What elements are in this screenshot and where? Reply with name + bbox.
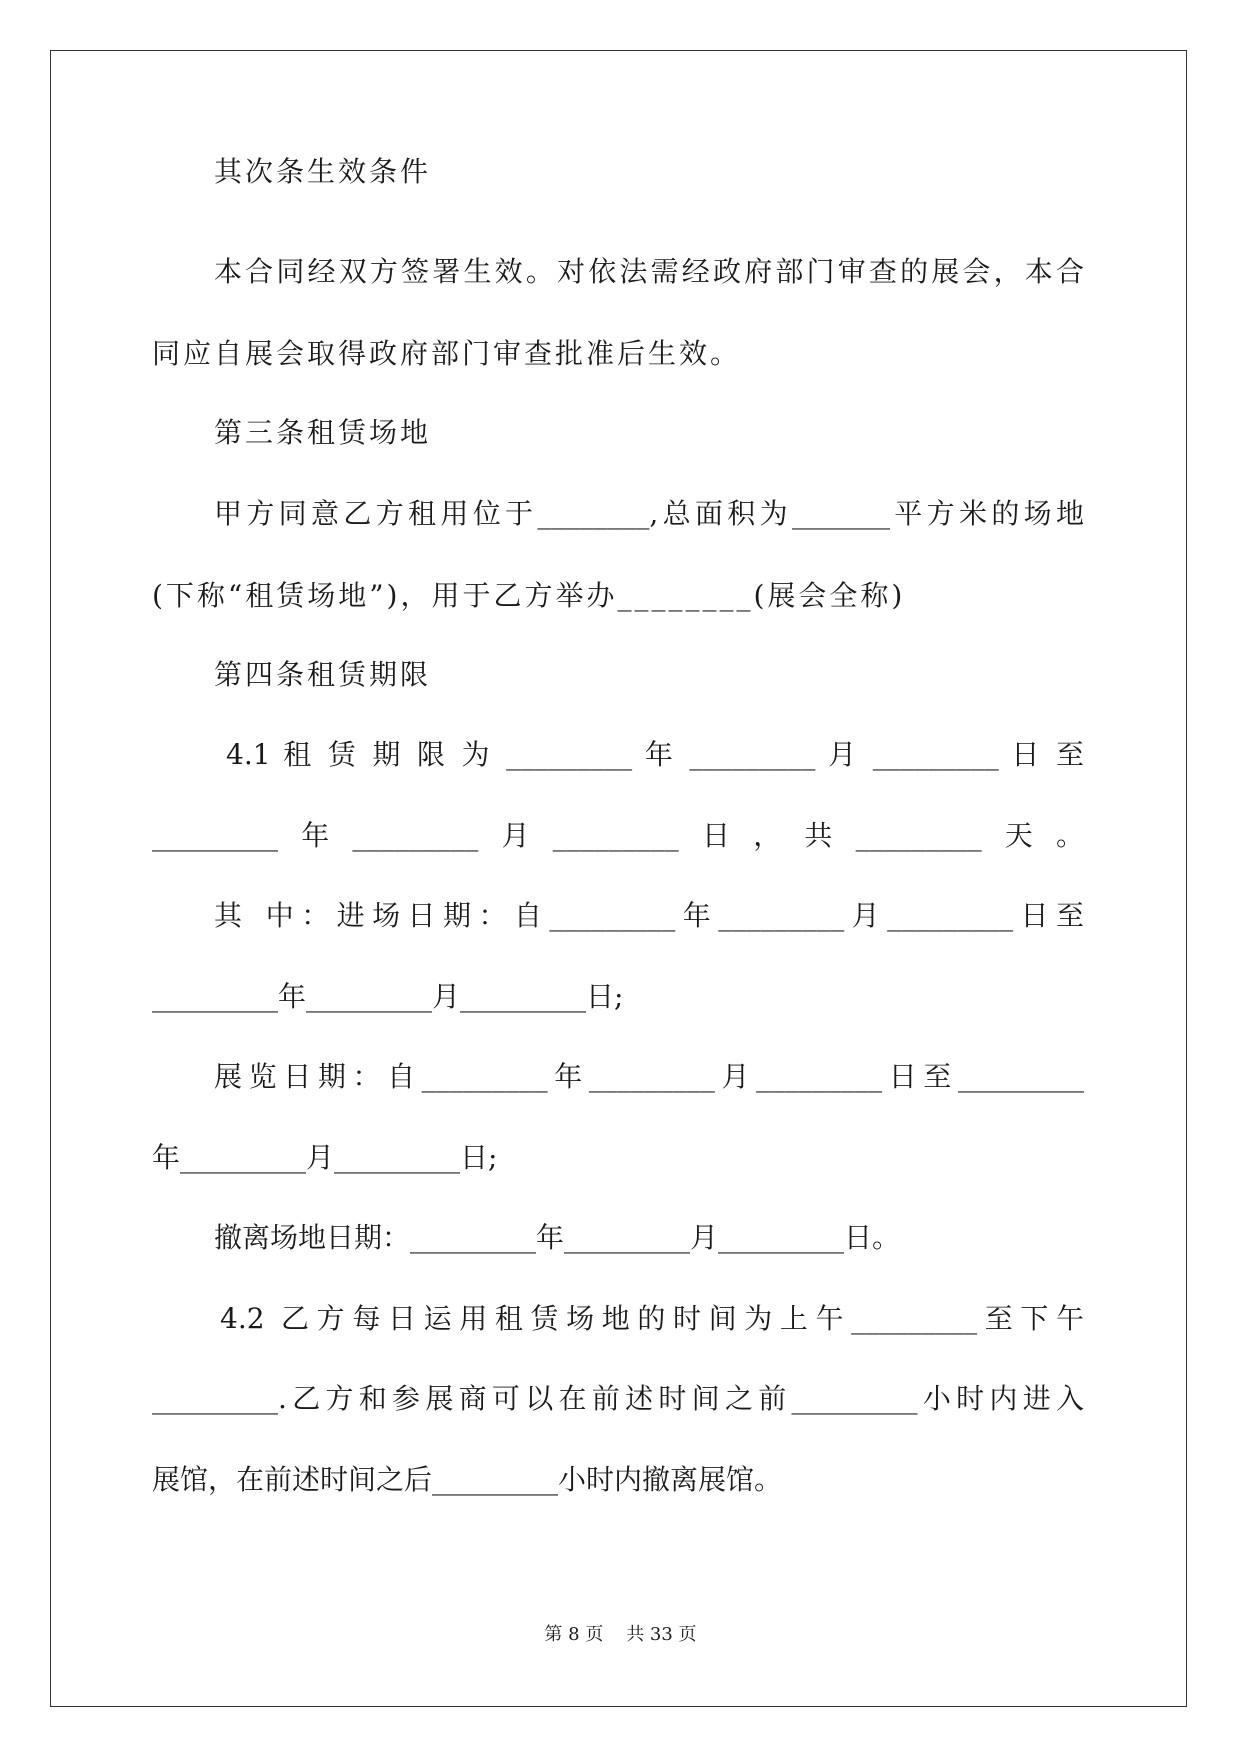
- section-heading: 其次条生效条件: [214, 155, 432, 188]
- paragraph-line: _________.乙方和参展商可以在前述时间之前_________小时内进入: [152, 1382, 1084, 1415]
- paragraph-line: (下称“租赁场地”)，用于乙方举办________(展会全称): [152, 579, 906, 612]
- section-heading: 第四条租赁期限: [214, 658, 432, 691]
- page-border: [50, 50, 1187, 1707]
- paragraph-line: 撤离场地日期：_________年_________月_________日。: [214, 1221, 901, 1254]
- paragraph-line: 展馆，在前述时间之后_________小时内撤离展馆。: [152, 1463, 783, 1496]
- section-heading: 第三条租赁场地: [214, 416, 432, 449]
- paragraph-line: 甲方同意乙方租用位于________,总面积为_______平方米的场地: [214, 497, 1084, 530]
- paragraph-line: 4.1 租 赁 期 限 为 _________ 年 _________ 月 _________ 日 至: [226, 738, 1084, 771]
- paragraph-line: _________年_________月_________日;: [152, 980, 624, 1013]
- paragraph-line: 同应自展会取得政府部门审查批准后生效。: [152, 337, 742, 370]
- paragraph-line: _________年_________月_________日，共_________天。: [152, 819, 1084, 852]
- paragraph-line: 4.2 乙方每日运用租赁场地的时间为上午_________至下午: [220, 1302, 1084, 1335]
- paragraph-line: 其 中：进场日期：自_________年_________月_________日至: [214, 899, 1084, 932]
- page-number: 第 8 页 共 33 页: [544, 1624, 697, 1645]
- paragraph-line: 展览日期：自_________年_________月_________日至_________: [214, 1060, 1084, 1093]
- paragraph-line: 本合同经双方签署生效。对依法需经政府部门审查的展会，本合: [214, 255, 1084, 288]
- paragraph-line: 年_________月_________日;: [152, 1141, 498, 1174]
